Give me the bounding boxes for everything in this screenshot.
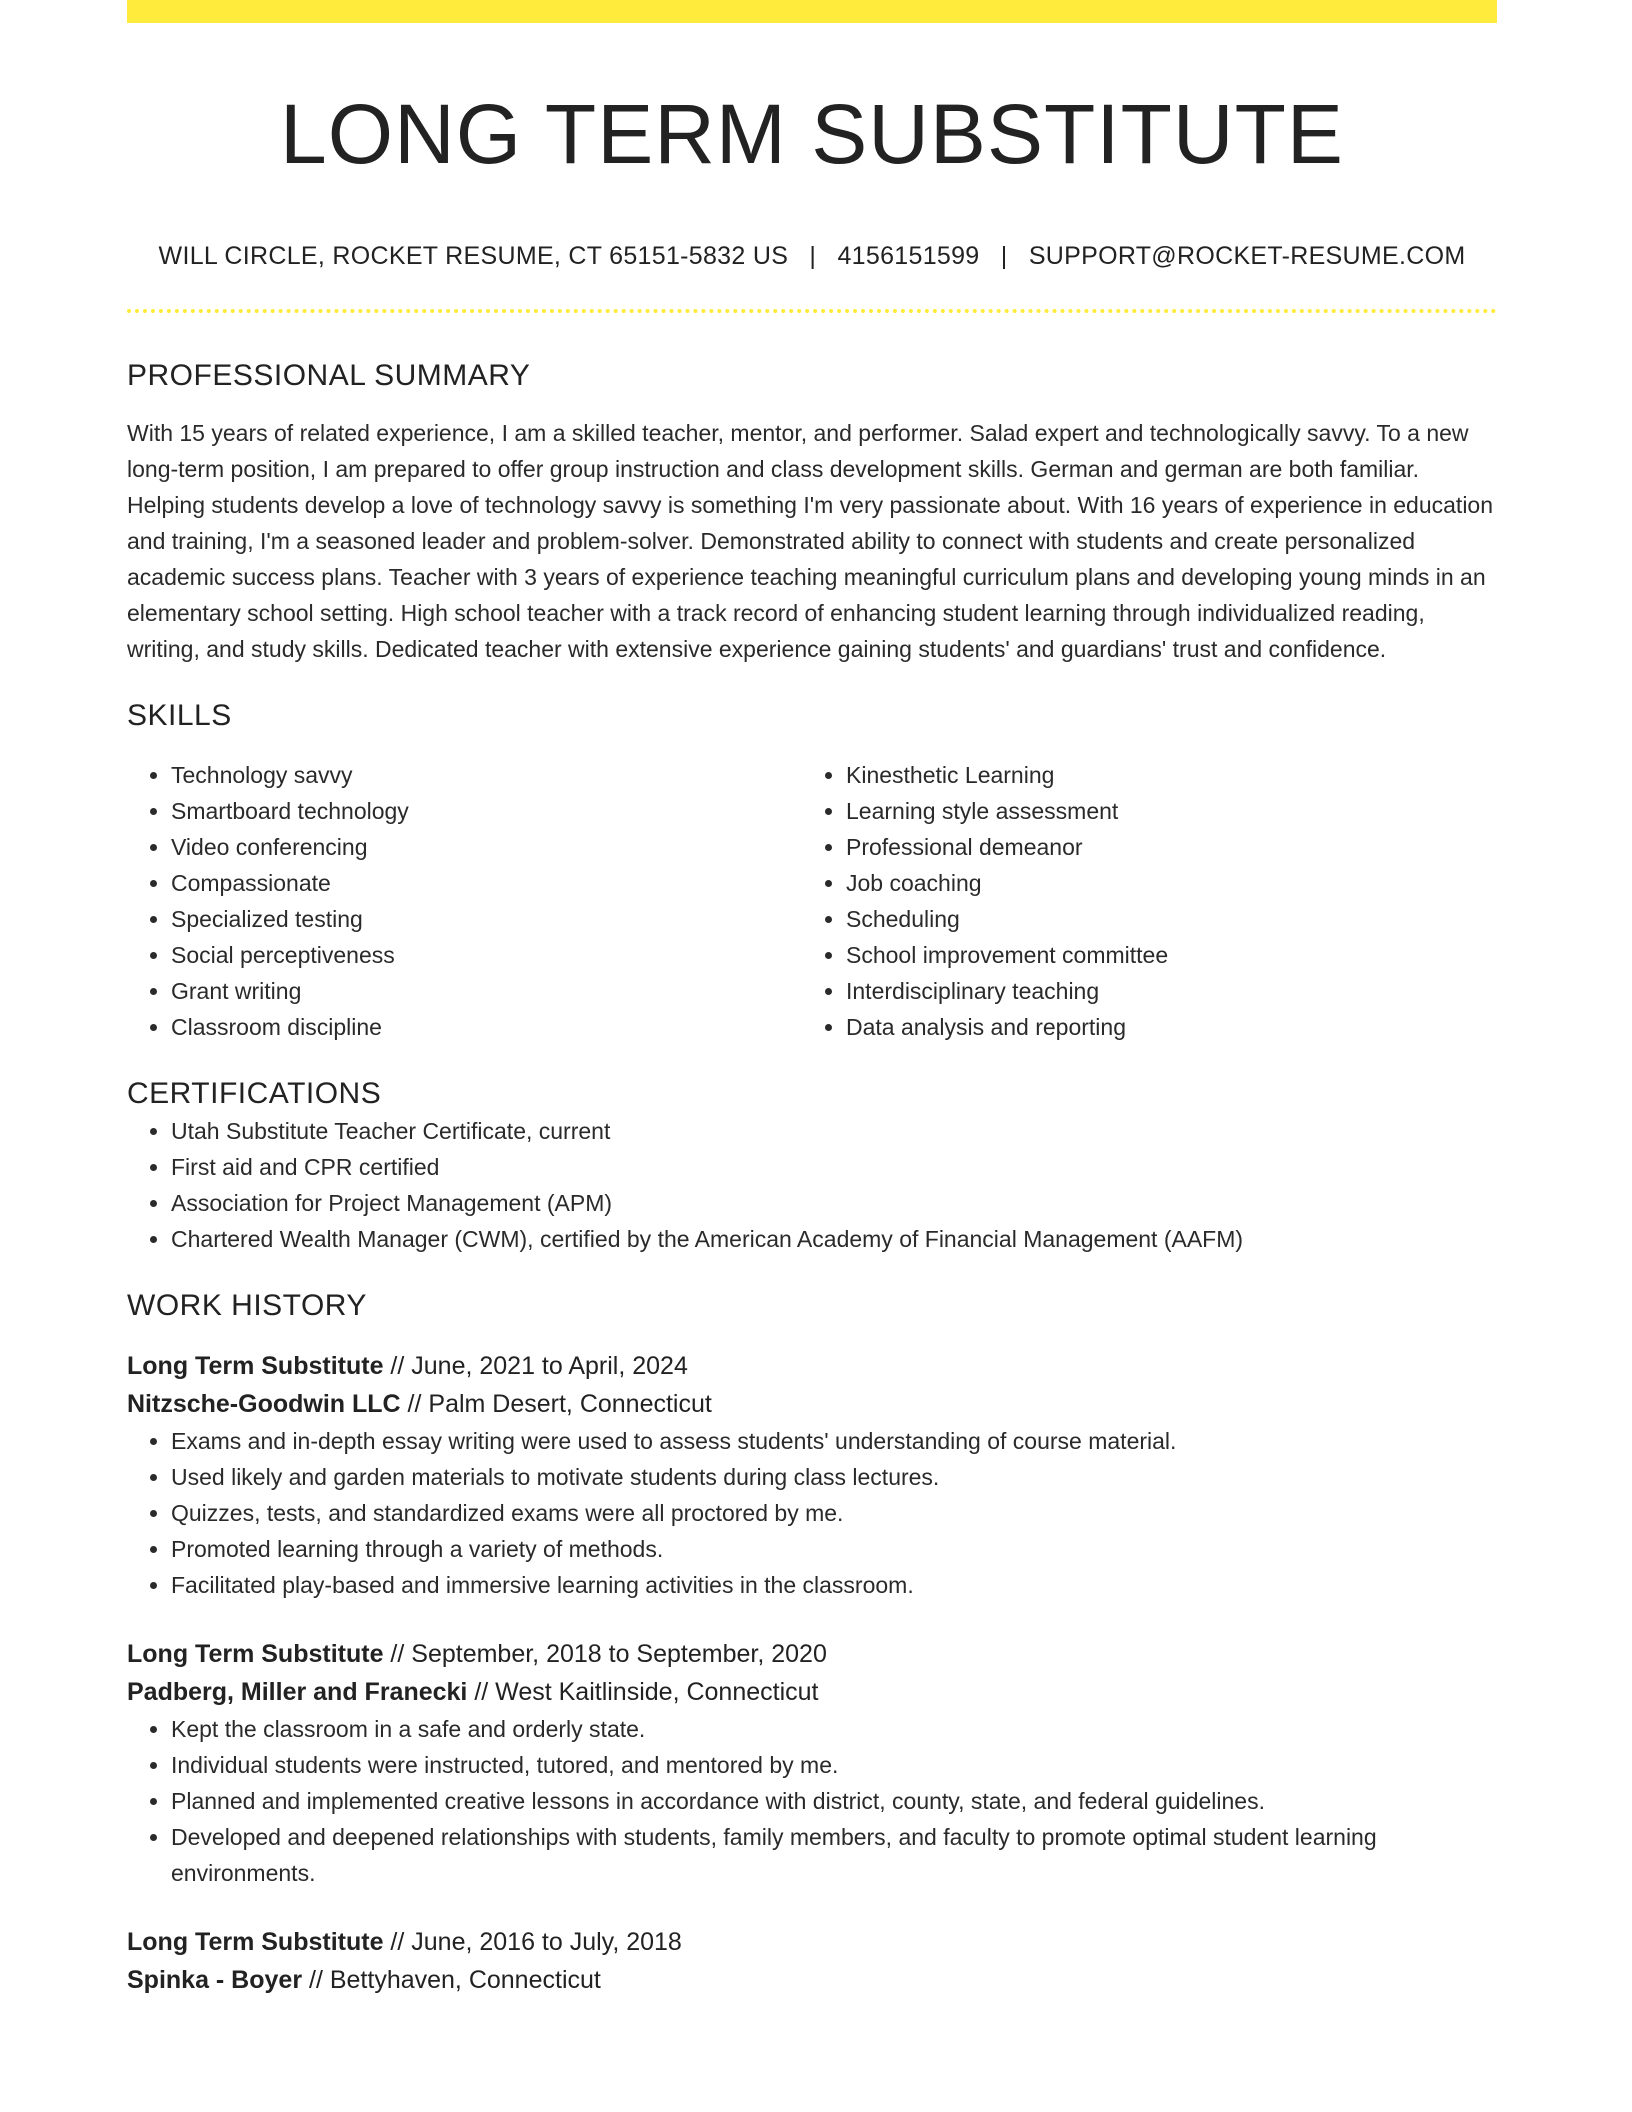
skill-item: • Data analysis and reporting xyxy=(846,1009,1477,1045)
skill-item: • Learning style assessment xyxy=(846,793,1477,829)
skill-item: • Video conferencing xyxy=(171,829,802,865)
skills-column-right xyxy=(802,757,1477,1045)
certification-item: • First aid and CPR certified xyxy=(171,1149,1497,1185)
job-title: Long Term Substitute xyxy=(127,1352,384,1380)
job-bullet: • Quizzes, tests, and standardized exams were all proctored by me. xyxy=(171,1495,1497,1531)
job-entry xyxy=(127,1347,1497,1603)
job-company-line xyxy=(127,1385,1497,1423)
job-company: Nitzsche-Goodwin LLC xyxy=(127,1390,401,1418)
skills-column-left xyxy=(127,757,802,1045)
job-location: // West Kaitlinside, Connecticut xyxy=(467,1678,819,1706)
contact-line xyxy=(127,240,1497,272)
job-title: Long Term Substitute xyxy=(127,1928,384,1956)
contact-separator: | xyxy=(809,242,817,270)
resume-page xyxy=(127,0,1497,1999)
job-title-line xyxy=(127,1347,1497,1385)
contact-address: WILL CIRCLE, ROCKET RESUME, CT 65151-5832 US xyxy=(158,242,789,270)
summary-heading: PROFESSIONAL SUMMARY xyxy=(127,359,531,392)
certification-item: • Association for Project Management (APM) xyxy=(171,1185,1497,1221)
skill-item: • Professional demeanor xyxy=(846,829,1477,865)
skill-item: • Specialized testing xyxy=(171,901,802,937)
job-title-line xyxy=(127,1923,1497,1961)
resume-name: LONG TERM SUBSTITUTE xyxy=(280,87,1344,181)
job-company-line xyxy=(127,1673,1497,1711)
job-bullet: • Planned and implemented creative lessons in accordance with district, county, state, and federal guidelines. xyxy=(171,1783,1497,1819)
skill-item: • Grant writing xyxy=(171,973,802,1009)
skills-heading: SKILLS xyxy=(127,699,232,732)
skill-item: • Social perceptiveness xyxy=(171,937,802,973)
skill-item: • School improvement committee xyxy=(846,937,1477,973)
job-location: // Palm Desert, Connecticut xyxy=(400,1390,712,1418)
skill-item: • Scheduling xyxy=(846,901,1477,937)
skills-list-right xyxy=(846,757,1477,1045)
job-bullet: • Kept the classroom in a safe and orderly state. xyxy=(171,1711,1497,1747)
skill-item: • Smartboard technology xyxy=(171,793,802,829)
job-bullets xyxy=(127,1711,1497,1891)
contact-separator: | xyxy=(1000,242,1008,270)
job-company: Padberg, Miller and Franecki xyxy=(127,1678,468,1706)
certifications-heading: CERTIFICATIONS xyxy=(127,1077,382,1110)
skill-item: • Kinesthetic Learning xyxy=(846,757,1477,793)
job-title: Long Term Substitute xyxy=(127,1640,384,1668)
certification-item: • Utah Substitute Teacher Certificate, current xyxy=(171,1113,1497,1149)
certification-item: • Chartered Wealth Manager (CWM), certified by the American Academy of Financial Management (AAFM) xyxy=(171,1221,1497,1257)
job-title-line xyxy=(127,1635,1497,1673)
skill-item: • Interdisciplinary teaching xyxy=(846,973,1477,1009)
job-bullet: • Exams and in-depth essay writing were used to assess students' understanding of course material. xyxy=(171,1423,1497,1459)
job-entry xyxy=(127,1635,1497,1891)
dotted-divider xyxy=(127,309,1497,313)
skills-grid xyxy=(127,757,1497,1045)
job-entry xyxy=(127,1923,1497,1999)
contact-email: SUPPORT@ROCKET-RESUME.COM xyxy=(1028,242,1466,270)
contact-phone: 4156151599 xyxy=(837,242,980,270)
job-bullet: • Facilitated play-based and immersive learning activities in the classroom. xyxy=(171,1567,1497,1603)
job-bullet: • Developed and deepened relationships with students, family members, and faculty to promote optimal student learning environments. xyxy=(171,1819,1497,1891)
skill-item: • Job coaching xyxy=(846,865,1477,901)
work-history-heading: WORK HISTORY xyxy=(127,1289,367,1322)
skill-item: • Compassionate xyxy=(171,865,802,901)
job-bullets xyxy=(127,1423,1497,1603)
accent-top-bar xyxy=(127,0,1497,23)
skills-list-left xyxy=(171,757,802,1045)
job-bullet: • Used likely and garden materials to motivate students during class lectures. xyxy=(171,1459,1497,1495)
job-bullet: • Individual students were instructed, tutored, and mentored by me. xyxy=(171,1747,1497,1783)
job-dates: // June, 2021 to April, 2024 xyxy=(383,1352,688,1380)
job-dates: // September, 2018 to September, 2020 xyxy=(383,1640,827,1668)
job-bullet: • Promoted learning through a variety of methods. xyxy=(171,1531,1497,1567)
skill-item: • Technology savvy xyxy=(171,757,802,793)
job-company: Spinka - Boyer xyxy=(127,1966,303,1994)
skill-item: • Classroom discipline xyxy=(171,1009,802,1045)
summary-text: With 15 years of related experience, I am a skilled teacher, mentor, and performer. Salad expert and technologically savvy. To a new long-term position, I am prepared to offer group instruction and class development skills. German and german are both familiar. Helping students develop a love of technology savvy is something I'm very passionate about. With 16 years of experience in education and training, I'm a seasoned leader and problem-solver. Demonstrated ability to connect with students and create personalized academic success plans. Teacher with 3 years of experience teaching meaningful curriculum plans and developing young minds in an elementary school setting. High school teacher with a track record of enhancing student learning through individualized reading, writing, and study skills. Dedicated teacher with extensive experience gaining students' and guardians' trust and confidence. xyxy=(127,420,1494,662)
certifications-list xyxy=(127,1113,1497,1257)
job-company-line xyxy=(127,1961,1497,1999)
work-history-list xyxy=(127,1347,1497,1999)
job-dates: // June, 2016 to July, 2018 xyxy=(383,1928,682,1956)
job-location: // Bettyhaven, Connecticut xyxy=(302,1966,601,1994)
